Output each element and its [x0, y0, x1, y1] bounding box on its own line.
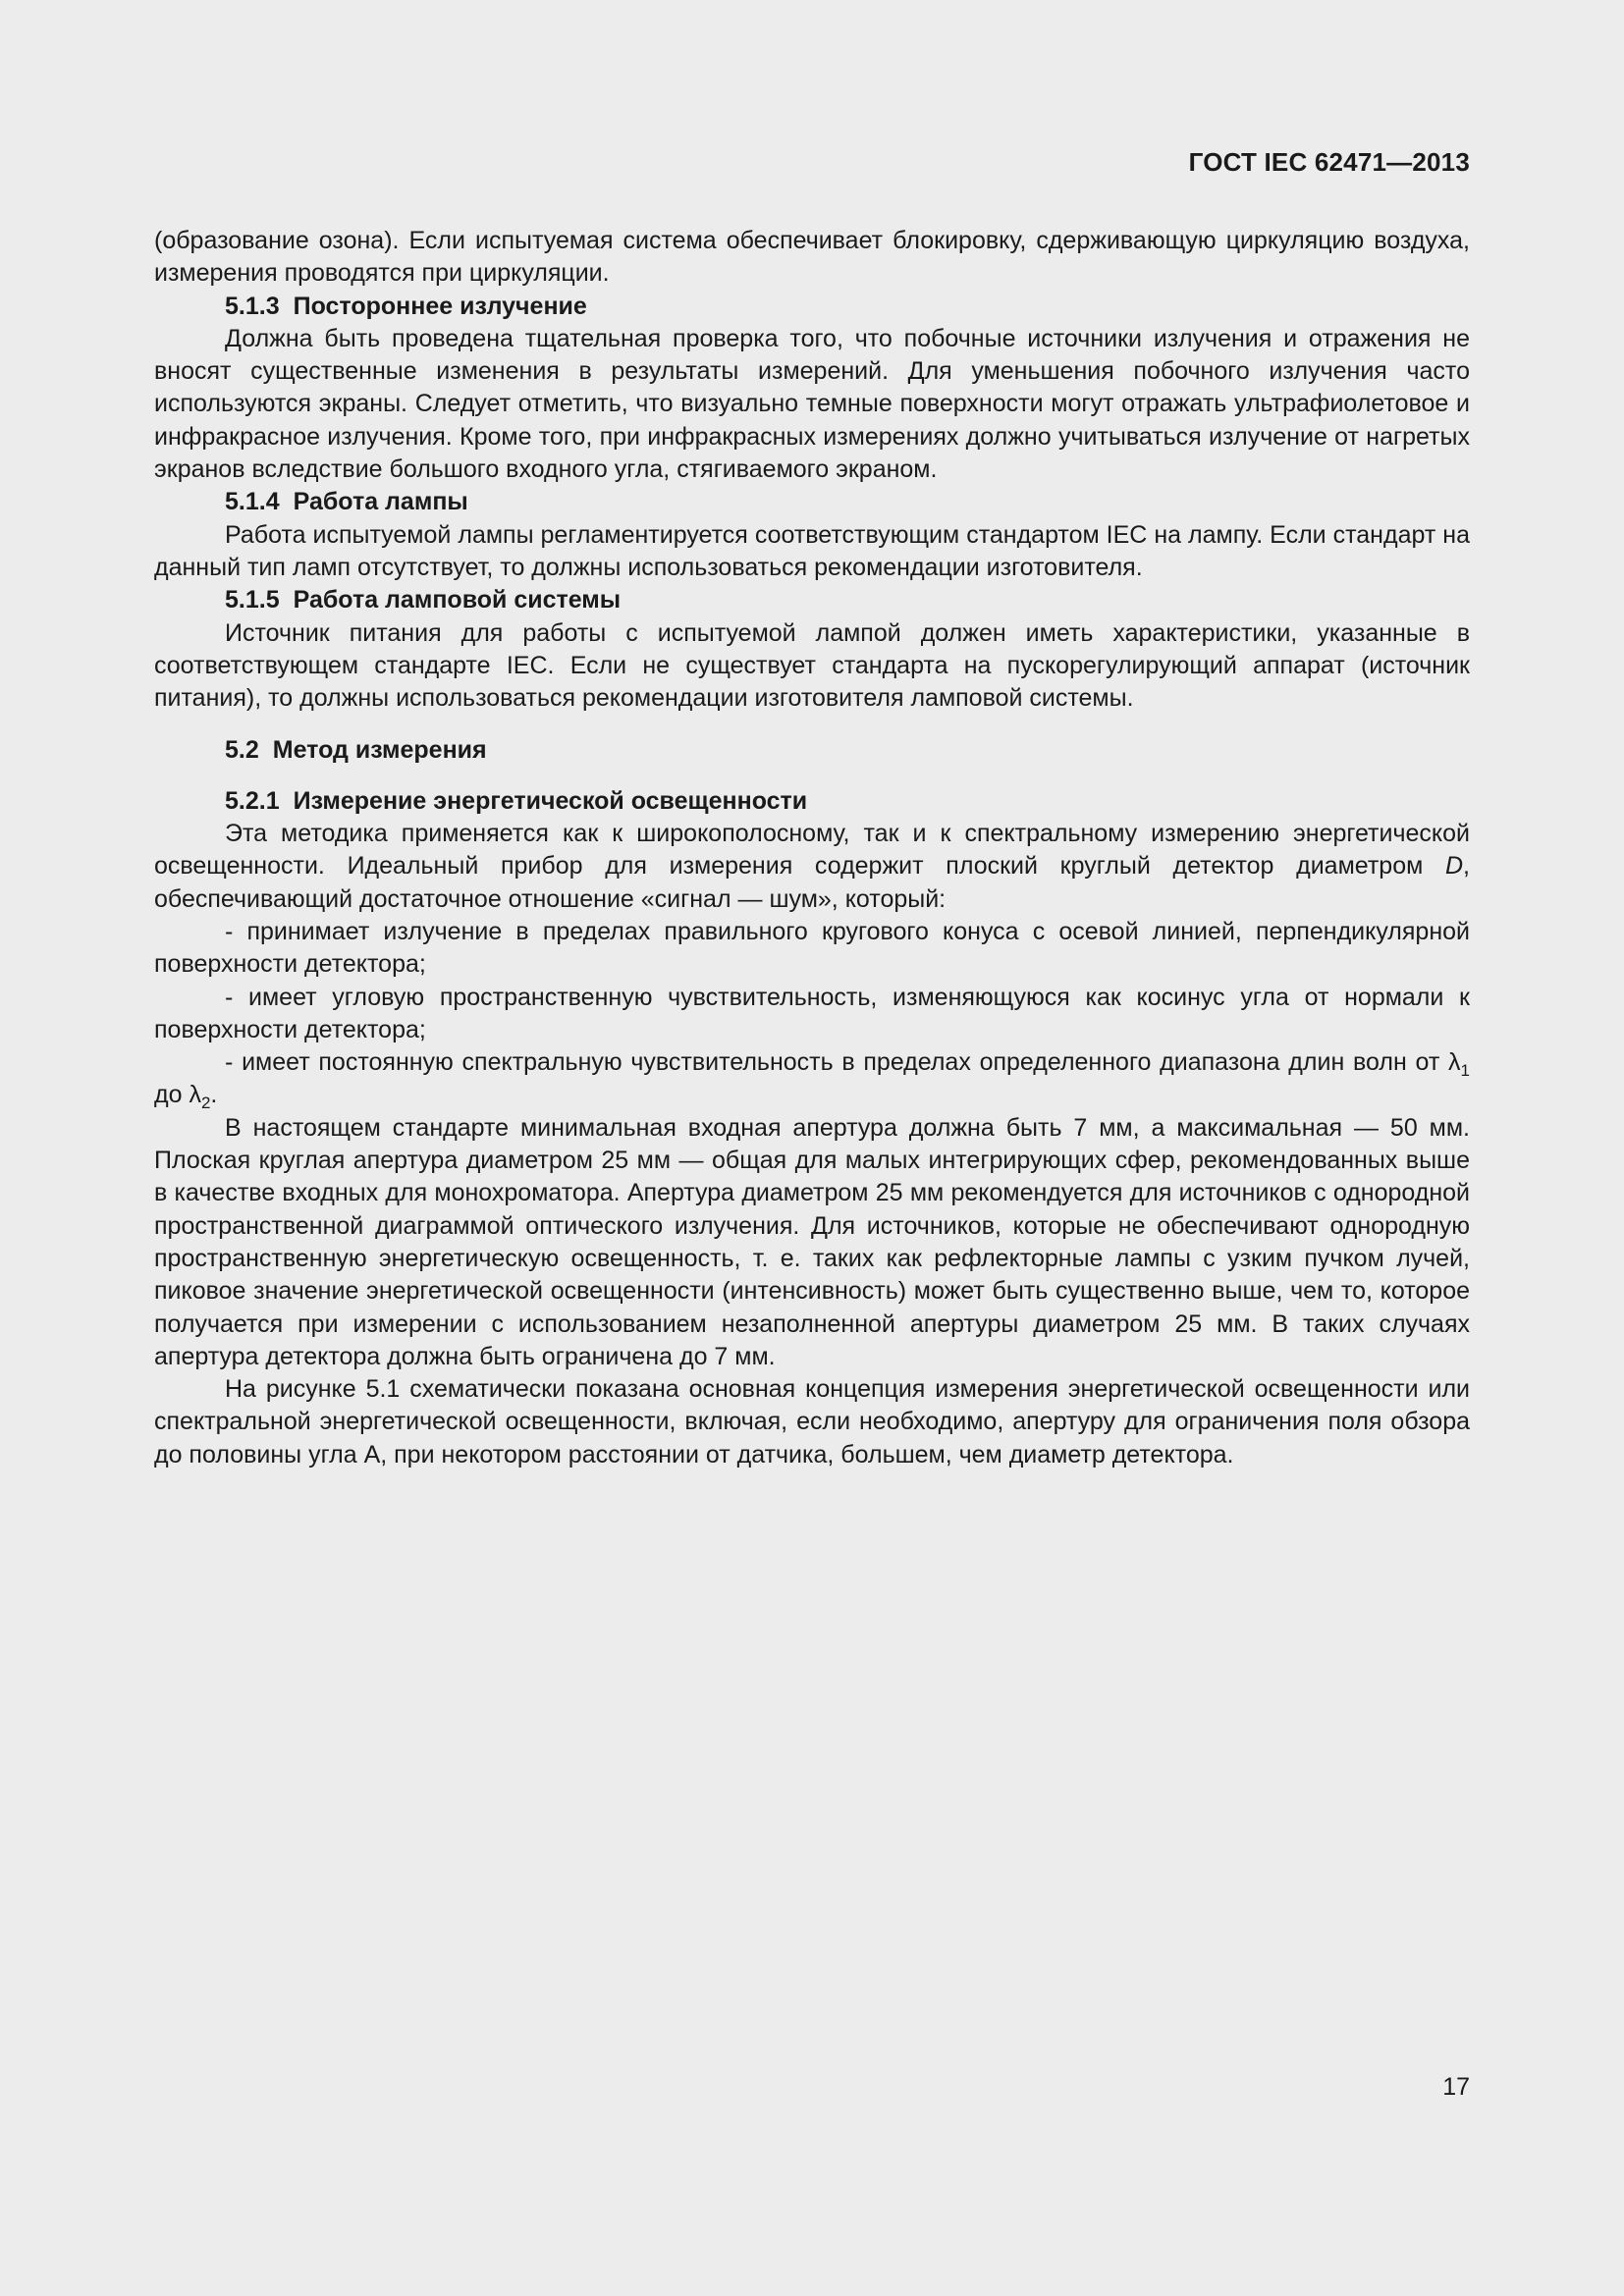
- paragraph-5-1-5: Источник питания для работы с испытуемой лампой должен иметь характеристики, указанные в соответствующем стандарте IEC. Если не существует стандарта на пускорегулирующий аппарат (источник питания), то должны использоваться рекомендации изготовителя ламповой системы.: [154, 618, 1470, 713]
- section-heading-5-1-3: 5.1.3 Постороннее излучение: [225, 292, 587, 320]
- list-item: - имеет постоянную спектральную чувствительность в пределах определенного диапазона длин волн от $\lambda_1$ до $\lambda_2$.: [154, 1048, 1470, 1113]
- list-item: - имеет угловую пространственную чувствительность, изменяющуюся как косинус угла от нормали к поверхности детектора;: [154, 983, 1470, 1043]
- section-heading-5-1-4: 5.1.4 Работа лампы: [225, 488, 468, 516]
- paragraph-5-2-1-figure-ref: На рисунке 5.1 схематически показана основная концепция измерения энергетической освещенности или спектральной энергетической освещенности, включая, если необходимо, апертуру для ограничения поля обзора до половины угла A, при некотором расстоянии от датчика, большем, чем диаметр детектора.: [154, 1375, 1470, 1468]
- section-heading-5-2-1: 5.2.1 Измерение энергетической освещенности: [225, 786, 808, 815]
- page-number: 17: [1442, 2073, 1470, 2101]
- document-header: ГОСТ IEC 62471—2013: [1188, 147, 1470, 177]
- document-body: [154, 225, 1470, 1471]
- list-item: - принимает излучение в пределах правильного кругового конуса с осевой линией, перпендикулярной поверхности детектора;: [154, 917, 1470, 979]
- paragraph-continuation: (образование озона). Если испытуемая система обеспечивает блокировку, сдерживающую циркуляцию воздуха, измерения проводятся при циркуляции.: [154, 227, 1470, 288]
- section-heading-5-1-5: 5.1.5 Работа ламповой системы: [225, 586, 622, 614]
- paragraph-5-2-1-aperture: В настоящем стандарте минимальная входная апертура должна быть 7 мм, а максимальная — 50 мм. Плоская круглая апертура диаметром 25 мм — общая для малых интегрирующих сфер, рекомендованных выше в качестве входных для монохроматора. Апертура диаметром 25 мм рекомендуется для источников с однородной пространственной диаграммой оптического излучения. Для источников, которые не обеспечивают однородную пространственную энергетическую освещенность, т. е. таких как рефлекторные лампы с узким пучком лучей, пиковое значение энергетической освещенности (интенсивность) может быть существенно выше, чем то, которое получается при измерении с использованием незаполненной апертуры диаметром 25 мм. В таких случаях апертура детектора должна быть ограничена до 7 мм.: [154, 1113, 1470, 1370]
- paragraph-5-1-4: Работа испытуемой лампы регламентируется соответствующим стандартом IEC на лампу. Если стандарт на данный тип ламп отсутствует, то должны использоваться рекомендации изготовителя.: [154, 520, 1470, 581]
- paragraph-5-2-1-intro: Эта методика применяется как к широкополосному, так и к спектральному измерению энергетической освещенности. Идеальный прибор для измерения содержит плоский круглый детектор диаметром D, обеспечивающий достаточное отношение «сигнал — шум», который:: [154, 820, 1470, 913]
- section-heading-5-2: 5.2 Метод измерения: [225, 736, 487, 765]
- paragraph-5-1-3: Должна быть проведена тщательная проверка того, что побочные источники излучения и отражения не вносят существенные изменения в результаты измерений. Для уменьшения побочного излучения часто используются экраны. Следует отметить, что визуально темные поверхности могут отражать ультрафиолетовое и инфракрасное излучения. Кроме того, при инфракрасных измерениях должно учитываться излучение от нагретых экранов вследствие большого входного угла, стягиваемого экраном.: [154, 324, 1470, 484]
